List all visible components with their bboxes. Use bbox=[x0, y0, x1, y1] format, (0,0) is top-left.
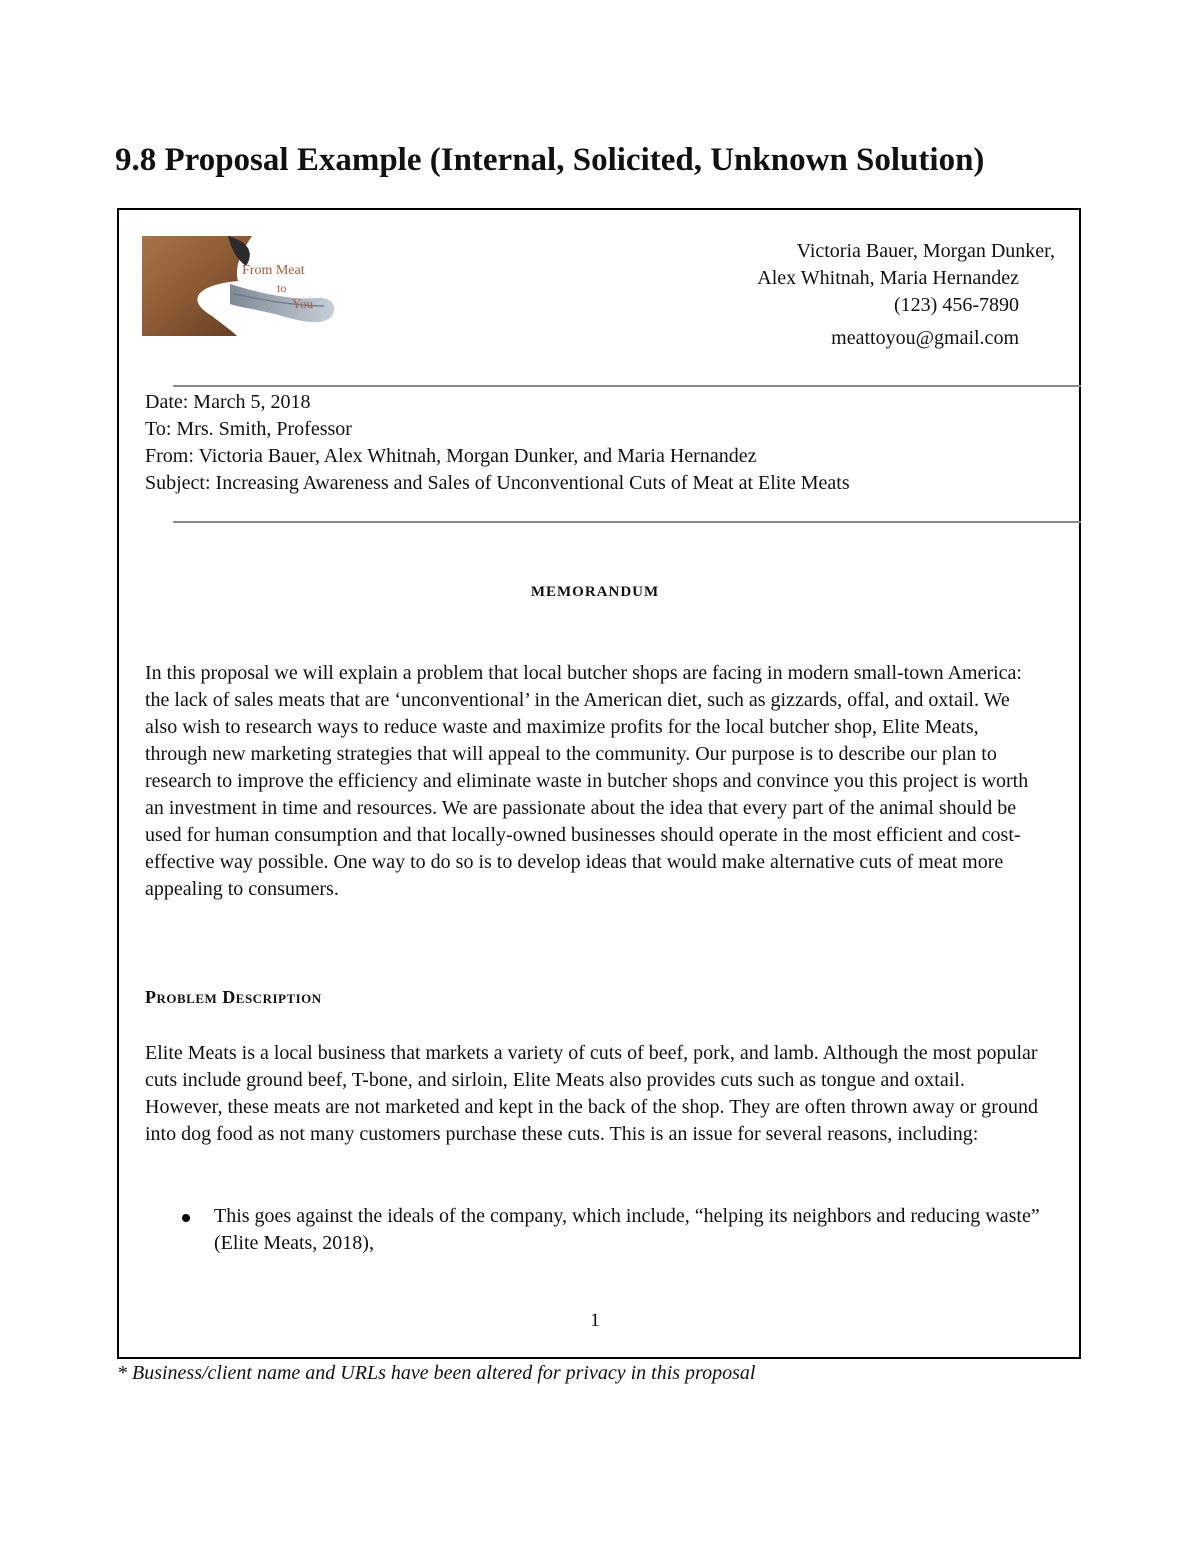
contact-names-line1: Victoria Bauer, Morgan Dunker, bbox=[796, 240, 1055, 262]
memo-date: Date: March 5, 2018 bbox=[145, 391, 311, 413]
memo-from: From: Victoria Bauer, Alex Whitnah, Morgan Dunker, and Maria Hernandez bbox=[145, 445, 757, 467]
logo-text-1: From Meat bbox=[242, 263, 305, 278]
intro-paragraph: In this proposal we will explain a problem that local butcher shops are facing in modern small-town America: the lack of sales meats that are ‘unconventional’ in the American diet, such as gizzards, offal, and oxtail. We also wish to research ways to reduce waste and maximize profits for the local butcher shop, Elite Meats, through new marketing strategies that will appeal to the community. Our purpose is to describe our plan to research to improve the efficiency and eliminate waste in butcher shops and convince you this project is worth an investment in time and resources. We are passionate about the idea that every part of the animal should be used for human consumption and that locally-owned businesses should operate in the most efficient and cost-effective way possible. One way to do so is to develop ideas that would make alternative cuts of meat more appealing to consumers. bbox=[145, 662, 1029, 900]
issues-list bbox=[178, 1203, 1048, 1257]
header-divider-top bbox=[173, 385, 1081, 387]
memo-to: To: Mrs. Smith, Professor bbox=[145, 418, 352, 440]
contact-names-line2: Alex Whitnah, Maria Hernandez bbox=[757, 267, 1019, 289]
problem-paragraph: Elite Meats is a local business that markets a variety of cuts of beef, pork, and lamb. Although the most popular cuts include ground beef, T-bone, and sirloin, Elite Meats also provides cuts such as tongue and oxtail. However, these meats are not marketed and kept in the back of the shop. They are often thrown away or ground into dog food as not many customers purchase these cuts. This is an issue for several reasons, including: bbox=[145, 1042, 1038, 1145]
company-logo bbox=[142, 236, 338, 336]
list-item-text: This goes against the ideals of the company, which include, “helping its neighbors and reducing waste” (Elite Meats, 2018), bbox=[214, 1205, 1040, 1254]
section-heading-problem: Problem Description bbox=[145, 987, 322, 1007]
memo-subject: Subject: Increasing Awareness and Sales of Unconventional Cuts of Meat at Elite Meats bbox=[145, 472, 850, 494]
contact-block bbox=[757, 238, 1055, 352]
header-divider-bottom bbox=[173, 521, 1081, 523]
footnote: * Business/client name and URLs have been altered for privacy in this proposal bbox=[117, 1362, 756, 1384]
contact-phone: (123) 456-7890 bbox=[894, 294, 1019, 316]
memorandum-label: MEMORANDUM bbox=[530, 584, 660, 600]
logo-text-3: You bbox=[292, 296, 314, 311]
bullet-icon bbox=[182, 1214, 190, 1222]
list-item bbox=[178, 1203, 1048, 1257]
memo-header bbox=[145, 389, 850, 497]
page-title: 9.8 Proposal Example (Internal, Solicited, Unknown Solution) bbox=[115, 142, 985, 178]
page-number: 1 bbox=[590, 1310, 600, 1331]
logo-image bbox=[142, 236, 338, 336]
logo-text-2: to bbox=[277, 281, 287, 295]
contact-email[interactable]: meattoyou@gmail.com bbox=[831, 327, 1019, 349]
